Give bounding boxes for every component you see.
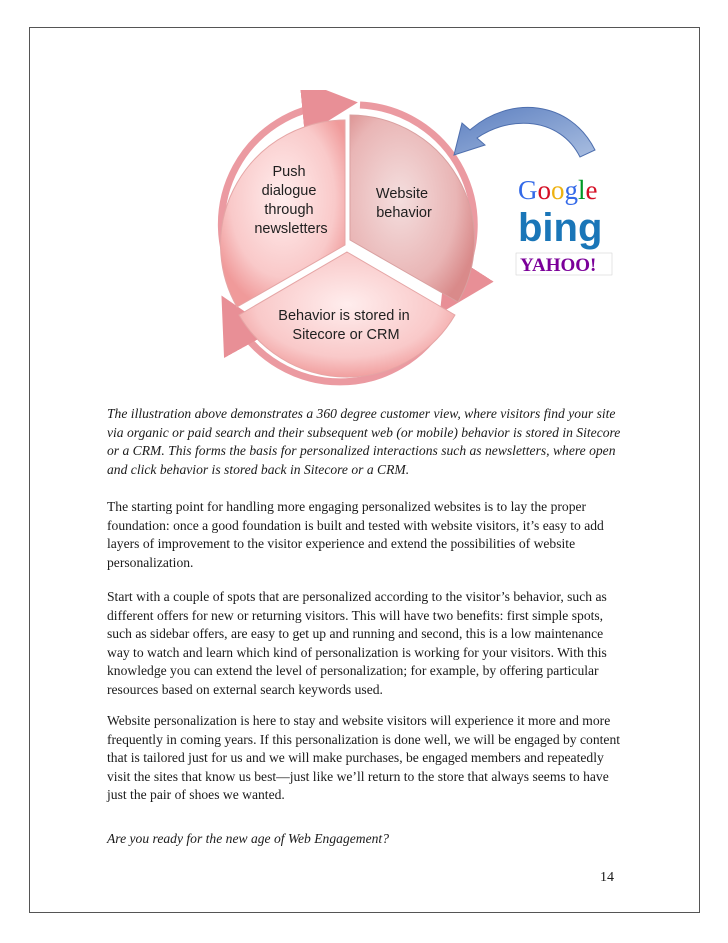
search-engine-logos — [514, 167, 614, 277]
segment-label-push: Push dialogue through newsletters — [254, 164, 328, 237]
body-paragraph: Website personalization is here to stay and website visitors will experience it more and more frequently in coming years. If this personalization is done well, we will be engaged by content that is tailored just for us and we will make purchases, be engaged members and repeatedly visit the sites that know us best—just like we’ll return to the store that always seems to have just the pair of shoes we wanted. — [107, 713, 621, 802]
body-paragraph: Start with a couple of spots that are personalized according to the visitor’s behavior, such as different offers for new or returning visitors. This will have two benefits: first simple spots, such as sidebar offers, are easy to get up and running and second, this is a low maintenance way to watch and learn which kind of personalization is working for your visitors. With this knowledge you can extend the level of personalization; for example, by offering particular resources based on external search keywords used. — [107, 589, 607, 697]
google-logo: Google — [518, 175, 598, 205]
page-number: 14 — [600, 870, 614, 885]
segment-label-behavior: Behavior is stored in Sitecore or CRM — [278, 308, 410, 343]
figure-caption: The illustration above demonstrates a 360 degree customer view, where visitors find your site via organic or paid search and their subsequent web (or mobile) behavior is stored in Sitecore or a CRM. This forms the basis for personalized interactions such as newsletters, where open and click behavior is stored back in Sitecore or a CRM. — [107, 406, 621, 477]
bing-logo: bing — [518, 206, 603, 250]
segment-label-website: Website behavior — [375, 186, 432, 221]
yahoo-logo: YAHOO! — [520, 255, 597, 276]
closing-question: Are you ready for the new age of Web Engagement? — [107, 831, 390, 846]
body-paragraph: The starting point for handling more engaging personalized websites is to lay the proper foundation: once a good foundation is built and tested with website visitors, it’s easy to add layers of improvement to the visitor experience and extend the possibilities of website personalization. — [107, 499, 604, 570]
